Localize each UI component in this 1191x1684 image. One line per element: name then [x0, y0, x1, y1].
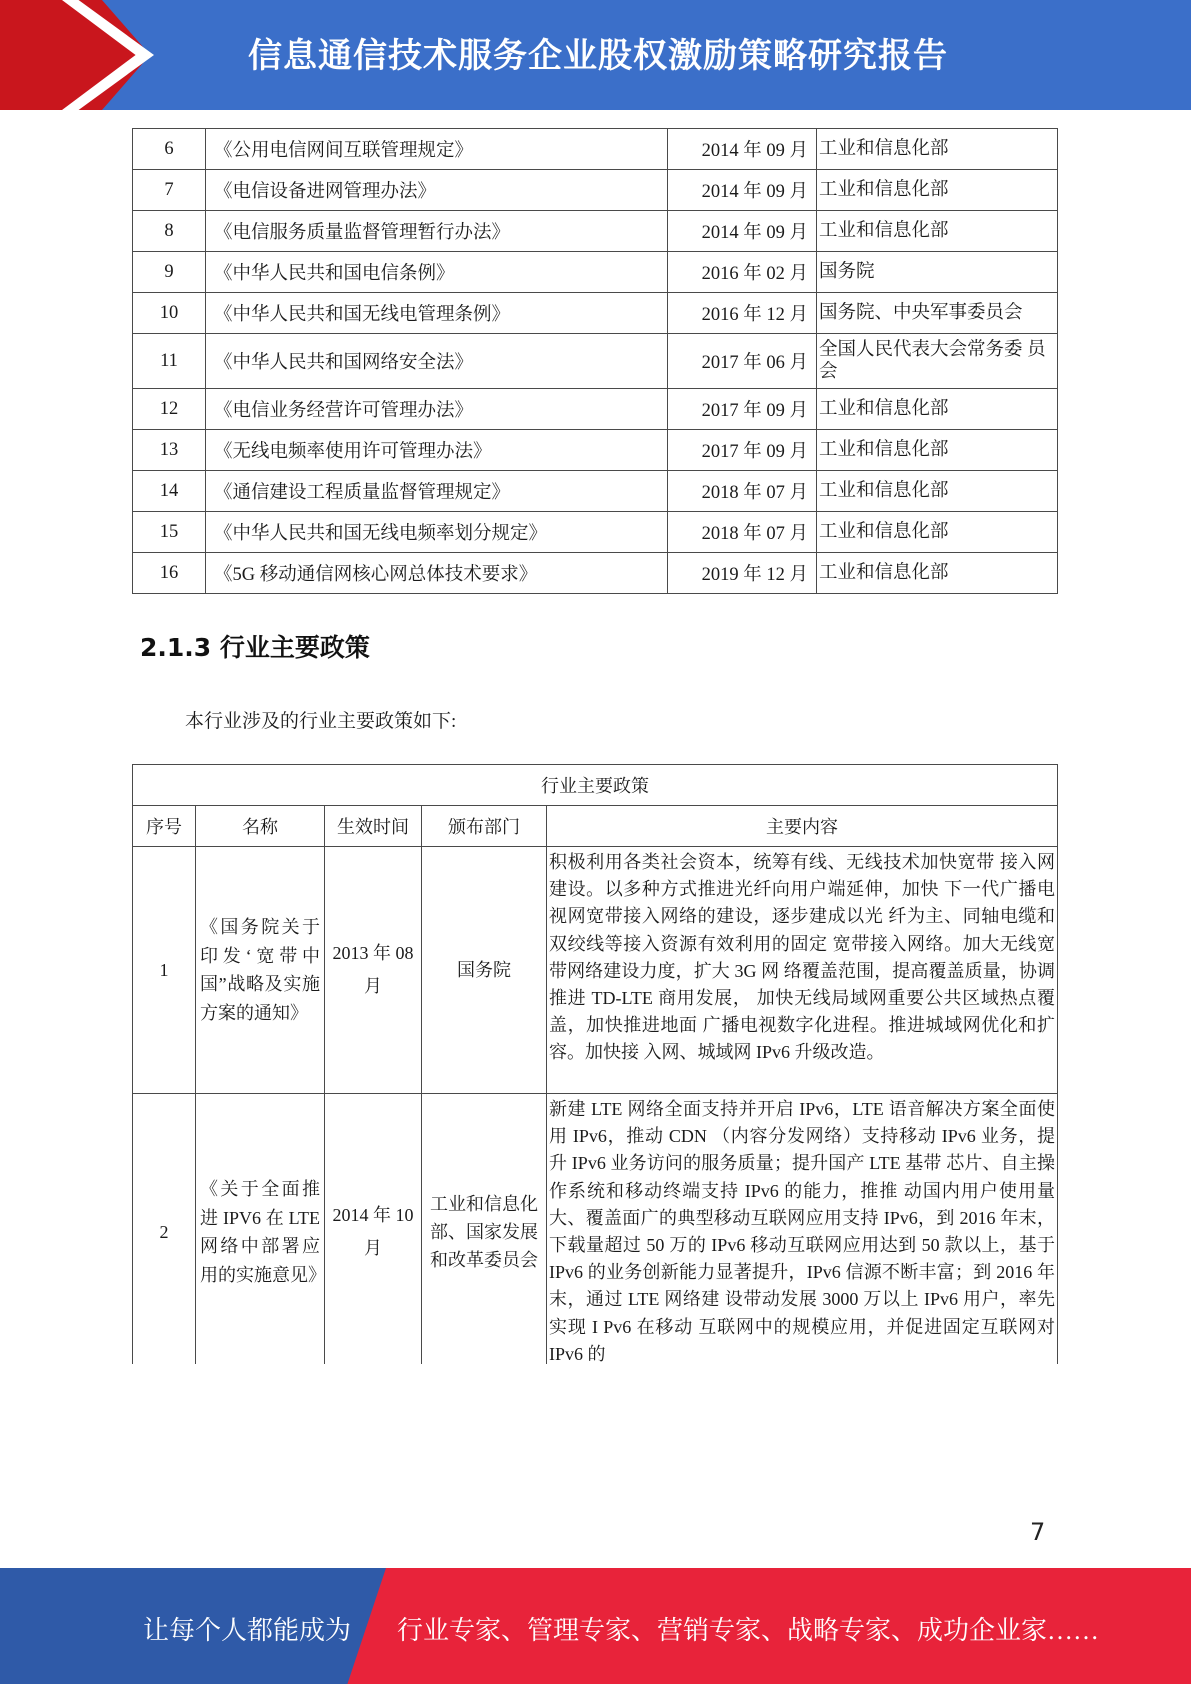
regulation-dept: 工业和信息化部 [817, 512, 1058, 553]
regulation-date: 2018 年 07 月 [668, 471, 817, 512]
regulation-no: 11 [133, 334, 206, 389]
table-row [133, 129, 1058, 170]
page-cut-area [0, 1364, 1191, 1424]
table-row [133, 252, 1058, 293]
regulation-name: 《中华人民共和国无线电频率划分规定》 [206, 512, 668, 553]
policy-dept: 国务院 [422, 847, 547, 1094]
table-row [133, 430, 1058, 471]
section-intro: 本行业涉及的行业主要政策如下: [185, 711, 457, 732]
regulation-no: 6 [133, 129, 206, 170]
policy-date: 2013 年 08 月 [325, 847, 422, 1094]
footer-slogan-left: 让每个人都能成为 [143, 1616, 352, 1645]
policy-no: 1 [133, 847, 196, 1094]
table-row [133, 512, 1058, 553]
regulation-dept: 工业和信息化部 [817, 430, 1058, 471]
policy-table-header-row [133, 806, 1058, 847]
regulation-name: 《中华人民共和国无线电管理条例》 [206, 293, 668, 334]
regulation-date: 2014 年 09 月 [668, 211, 817, 252]
regulation-name: 《公用电信网间互联管理规定》 [206, 129, 668, 170]
policy-name: 《国务院关于印发‘宽带中国”战略及实施方案的通知》 [196, 847, 325, 1094]
regulation-date: 2016 年 02 月 [668, 252, 817, 293]
regulation-no: 7 [133, 170, 206, 211]
table-row [133, 293, 1058, 334]
table-row [133, 211, 1058, 252]
page-number: 7 [1030, 1518, 1046, 1546]
regulation-date: 2017 年 09 月 [668, 389, 817, 430]
header-dept: 颁布部门 [422, 806, 547, 847]
regulations-table [132, 128, 1058, 594]
regulation-date: 2017 年 09 月 [668, 430, 817, 471]
regulation-name: 《无线电频率使用许可管理办法》 [206, 430, 668, 471]
policy-content: 积极利用各类社会资本，统筹有线、无线技术加快宽带 接入网建设。以多种方式推进光纤向用户端延伸，加快 下一代广播电视网宽带接入网络的建设，逐步建成以光 纤为主、同轴电缆和双绞线等接入资源有效利用的固定 宽带接入网络。加大无线宽带网络建设力度，扩大 3G 网 络覆盖范围，提高覆盖质量，协调推进 TD-LTE 商用发展， 加快无线局域网重要公共区域热点覆盖，加快推进地面 广播电视数字化进程。推进城域网优化和扩容。加快接 入网、城域网 IPv6 升级改造。 [547, 847, 1058, 1094]
policy-table [132, 764, 1058, 1371]
header-date: 生效时间 [325, 806, 422, 847]
regulation-no: 10 [133, 293, 206, 334]
regulation-name: 《通信建设工程质量监督管理规定》 [206, 471, 668, 512]
regulation-dept: 国务院 [817, 252, 1058, 293]
regulation-name: 《中华人民共和国电信条例》 [206, 252, 668, 293]
page-header [0, 0, 1191, 110]
policy-dept: 工业和信息化部、国家发展和改革委员会 [422, 1094, 547, 1371]
table-row [133, 847, 1058, 1094]
regulation-dept: 全国人民代表大会常务委 员会 [817, 334, 1058, 389]
header-content: 主要内容 [547, 806, 1058, 847]
regulation-dept: 国务院、中央军事委员会 [817, 293, 1058, 334]
regulation-date: 2019 年 12 月 [668, 553, 817, 594]
regulation-dept: 工业和信息化部 [817, 553, 1058, 594]
regulation-name: 《电信业务经营许可管理办法》 [206, 389, 668, 430]
table-row [133, 471, 1058, 512]
policy-date: 2014 年 10 月 [325, 1094, 422, 1371]
table-row [133, 170, 1058, 211]
regulation-name: 《5G 移动通信网核心网总体技术要求》 [206, 553, 668, 594]
table-row [133, 553, 1058, 594]
regulation-date: 2017 年 06 月 [668, 334, 817, 389]
table-row [133, 389, 1058, 430]
regulation-dept: 工业和信息化部 [817, 389, 1058, 430]
regulation-name: 《电信设备进网管理办法》 [206, 170, 668, 211]
policy-content: 新建 LTE 网络全面支持并开启 IPv6，LTE 语音解决方案全面使用 IPv6，推动 CDN （内容分发网络）支持移动 IPv6 业务，提升 IPv6 业务访问的服务质量；提升国产 LTE 基带 芯片、自主操作系统和移动终端支持 IPv6 的能力，推推 动国内用户使用量大、覆盖面广的典型移动互联网应用支持 IPv6，到 2016 年末，下载量超过 50 万的 IPv6 移动互联网应用达到 50 款以上，基于 IPv6 的业务创新能力显著提升，IPv6 信源不断丰富；到 2016 年末，通过 LTE 网络建 设带动发展 3000 万以上 IPv6 用户，率先实现 I Pv6 在移动 互联网中的规模应用，并促进固定互联网对 IPv6 的 [547, 1094, 1058, 1371]
regulation-no: 13 [133, 430, 206, 471]
header-no: 序号 [133, 806, 196, 847]
regulation-no: 15 [133, 512, 206, 553]
regulation-date: 2018 年 07 月 [668, 512, 817, 553]
regulation-no: 14 [133, 471, 206, 512]
regulation-name: 《中华人民共和国网络安全法》 [206, 334, 668, 389]
regulation-date: 2016 年 12 月 [668, 293, 817, 334]
policy-no: 2 [133, 1094, 196, 1371]
table-row [133, 1094, 1058, 1371]
regulation-dept: 工业和信息化部 [817, 129, 1058, 170]
report-title: 信息通信技术服务企业股权激励策略研究报告 [248, 36, 948, 76]
footer-slogan-right: 行业专家、管理专家、营销专家、战略专家、成功企业家…… [397, 1616, 1100, 1645]
regulation-no: 9 [133, 252, 206, 293]
policy-name: 《关于全面推进 IPV6 在 LTE 网络中部署应用的实施意见》 [196, 1094, 325, 1371]
regulation-name: 《电信服务质量监督管理暂行办法》 [206, 211, 668, 252]
page-footer [0, 1568, 1191, 1684]
header-red-block [0, 0, 150, 110]
regulation-no: 8 [133, 211, 206, 252]
regulation-no: 16 [133, 553, 206, 594]
header-name: 名称 [196, 806, 325, 847]
table-row [133, 334, 1058, 389]
policy-table-caption: 行业主要政策 [133, 765, 1058, 806]
regulation-no: 12 [133, 389, 206, 430]
regulation-date: 2014 年 09 月 [668, 129, 817, 170]
regulation-dept: 工业和信息化部 [817, 211, 1058, 252]
regulation-dept: 工业和信息化部 [817, 170, 1058, 211]
regulation-dept: 工业和信息化部 [817, 471, 1058, 512]
section-heading: 2.1.3 行业主要政策 [140, 633, 370, 662]
regulation-date: 2014 年 09 月 [668, 170, 817, 211]
